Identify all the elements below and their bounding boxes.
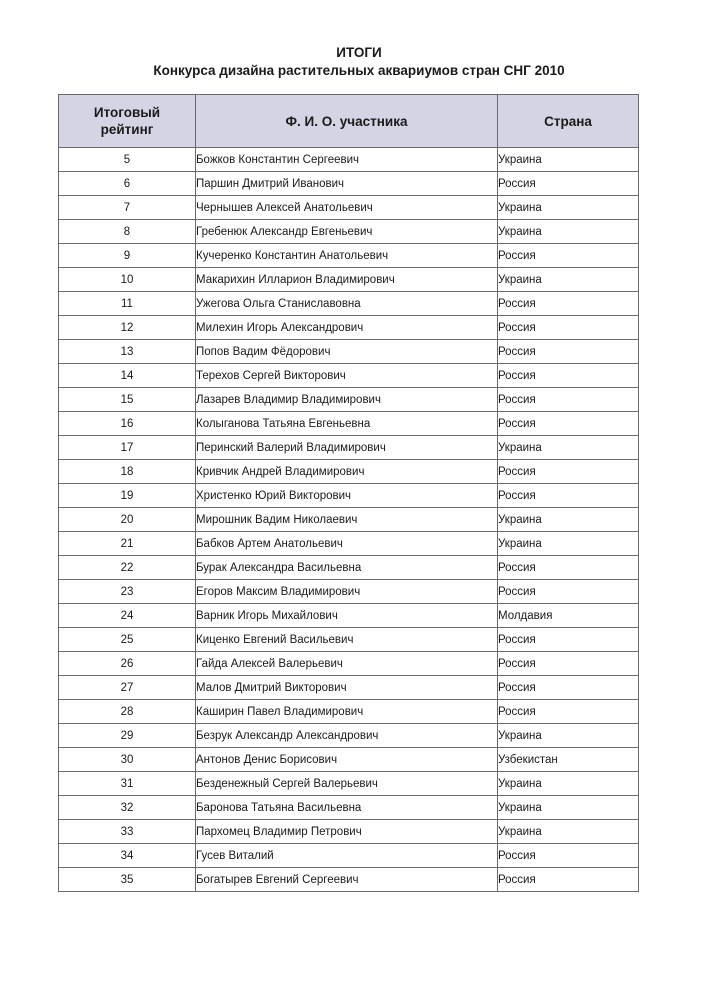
column-header-name: Ф. И. О. участника	[196, 95, 498, 148]
rank-cell: 33	[59, 820, 196, 844]
rank-cell: 18	[59, 460, 196, 484]
table-row	[59, 508, 639, 532]
column-header-rank	[59, 95, 196, 148]
rank-cell: 12	[59, 316, 196, 340]
rank-cell: 19	[59, 484, 196, 508]
table-row	[59, 844, 639, 868]
name-cell: Малов Дмитрий Викторович	[196, 676, 498, 700]
rank-cell: 31	[59, 772, 196, 796]
name-cell: Егоров Максим Владимирович	[196, 580, 498, 604]
table-row	[59, 412, 639, 436]
country-cell: Украина	[498, 532, 639, 556]
table-row	[59, 292, 639, 316]
country-cell: Россия	[498, 628, 639, 652]
country-cell: Россия	[498, 172, 639, 196]
table-row	[59, 340, 639, 364]
rank-cell: 6	[59, 172, 196, 196]
table-row	[59, 484, 639, 508]
country-cell: Украина	[498, 724, 639, 748]
rank-cell: 20	[59, 508, 196, 532]
name-cell: Перинский Валерий Владимирович	[196, 436, 498, 460]
table-row	[59, 724, 639, 748]
name-cell: Колыганова Татьяна Евгеньевна	[196, 412, 498, 436]
rank-cell: 13	[59, 340, 196, 364]
country-cell: Россия	[498, 844, 639, 868]
country-cell: Россия	[498, 412, 639, 436]
table-row	[59, 580, 639, 604]
country-cell: Россия	[498, 316, 639, 340]
rank-cell: 7	[59, 196, 196, 220]
name-cell: Антонов Денис Борисович	[196, 748, 498, 772]
table-row	[59, 604, 639, 628]
rank-cell: 11	[59, 292, 196, 316]
name-cell: Чернышев Алексей Анатольевич	[196, 196, 498, 220]
country-cell: Россия	[498, 580, 639, 604]
rank-cell: 24	[59, 604, 196, 628]
country-cell: Россия	[498, 340, 639, 364]
table-row	[59, 652, 639, 676]
name-cell: Макарихин Илларион Владимирович	[196, 268, 498, 292]
country-cell: Украина	[498, 196, 639, 220]
country-cell: Россия	[498, 388, 639, 412]
country-cell: Россия	[498, 460, 639, 484]
name-cell: Безденежный Сергей Валерьевич	[196, 772, 498, 796]
rank-cell: 32	[59, 796, 196, 820]
rank-cell: 35	[59, 868, 196, 892]
name-cell: Пархомец Владимир Петрович	[196, 820, 498, 844]
name-cell: Киценко Евгений Васильевич	[196, 628, 498, 652]
table-row	[59, 244, 639, 268]
rank-cell: 22	[59, 556, 196, 580]
table-row	[59, 676, 639, 700]
rank-cell: 26	[59, 652, 196, 676]
table-row	[59, 556, 639, 580]
table-row	[59, 460, 639, 484]
name-cell: Баронова Татьяна Васильевна	[196, 796, 498, 820]
table-row	[59, 796, 639, 820]
name-cell: Бабков Артем Анатольевич	[196, 532, 498, 556]
rank-cell: 28	[59, 700, 196, 724]
column-header-rank-line2: рейтинг	[100, 122, 154, 137]
country-cell: Россия	[498, 700, 639, 724]
country-cell: Молдавия	[498, 604, 639, 628]
country-cell: Украина	[498, 268, 639, 292]
table-row	[59, 196, 639, 220]
table-row	[59, 436, 639, 460]
column-header-rank-line1: Итоговый	[93, 105, 161, 120]
table-header-row	[59, 95, 639, 148]
document-title: ИТОГИ	[336, 45, 382, 60]
table-row	[59, 772, 639, 796]
country-cell: Украина	[498, 820, 639, 844]
name-cell: Лазарев Владимир Владимирович	[196, 388, 498, 412]
rank-cell: 25	[59, 628, 196, 652]
rank-cell: 16	[59, 412, 196, 436]
table-row	[59, 220, 639, 244]
country-cell: Украина	[498, 508, 639, 532]
table-row	[59, 748, 639, 772]
country-cell: Украина	[498, 772, 639, 796]
name-cell: Каширин Павел Владимирович	[196, 700, 498, 724]
rank-cell: 15	[59, 388, 196, 412]
name-cell: Кривчик Андрей Владимирович	[196, 460, 498, 484]
country-cell: Узбекистан	[498, 748, 639, 772]
name-cell: Гайда Алексей Валерьевич	[196, 652, 498, 676]
rank-cell: 23	[59, 580, 196, 604]
table-row	[59, 868, 639, 892]
name-cell: Кучеренко Константин Анатольевич	[196, 244, 498, 268]
rank-cell: 29	[59, 724, 196, 748]
name-cell: Терехов Сергей Викторович	[196, 364, 498, 388]
country-cell: Россия	[498, 292, 639, 316]
table-row	[59, 820, 639, 844]
name-cell: Варник Игорь Михайлович	[196, 604, 498, 628]
table-row	[59, 700, 639, 724]
country-cell: Россия	[498, 244, 639, 268]
table-row	[59, 628, 639, 652]
name-cell: Богатырев Евгений Сергеевич	[196, 868, 498, 892]
country-cell: Украина	[498, 436, 639, 460]
name-cell: Гребенюк Александр Евгеньевич	[196, 220, 498, 244]
country-cell: Россия	[498, 364, 639, 388]
name-cell: Безрук Александр Александрович	[196, 724, 498, 748]
document-subtitle: Конкурса дизайна растительных аквариумов стран СНГ 2010	[153, 63, 565, 78]
country-cell: Украина	[498, 148, 639, 172]
table-row	[59, 532, 639, 556]
column-header-country: Страна	[498, 95, 639, 148]
name-cell: Гусев Виталий	[196, 844, 498, 868]
rank-cell: 30	[59, 748, 196, 772]
table-row	[59, 364, 639, 388]
table-row	[59, 172, 639, 196]
rank-cell: 34	[59, 844, 196, 868]
country-cell: Россия	[498, 676, 639, 700]
table-row	[59, 316, 639, 340]
name-cell: Паршин Дмитрий Иванович	[196, 172, 498, 196]
country-cell: Россия	[498, 484, 639, 508]
name-cell: Божков Константин Сергеевич	[196, 148, 498, 172]
name-cell: Христенко Юрий Викторович	[196, 484, 498, 508]
name-cell: Ужегова Ольга Станиславовна	[196, 292, 498, 316]
results-table	[58, 94, 639, 892]
name-cell: Бурак Александра Васильевна	[196, 556, 498, 580]
rank-cell: 5	[59, 148, 196, 172]
table-row	[59, 268, 639, 292]
name-cell: Мирошник Вадим Николаевич	[196, 508, 498, 532]
country-cell: Россия	[498, 652, 639, 676]
country-cell: Россия	[498, 868, 639, 892]
name-cell: Милехин Игорь Александрович	[196, 316, 498, 340]
rank-cell: 9	[59, 244, 196, 268]
country-cell: Украина	[498, 220, 639, 244]
rank-cell: 21	[59, 532, 196, 556]
country-cell: Россия	[498, 556, 639, 580]
rank-cell: 10	[59, 268, 196, 292]
rank-cell: 14	[59, 364, 196, 388]
table-row	[59, 148, 639, 172]
table-row	[59, 388, 639, 412]
rank-cell: 27	[59, 676, 196, 700]
rank-cell: 17	[59, 436, 196, 460]
rank-cell: 8	[59, 220, 196, 244]
country-cell: Украина	[498, 796, 639, 820]
name-cell: Попов Вадим Фёдорович	[196, 340, 498, 364]
